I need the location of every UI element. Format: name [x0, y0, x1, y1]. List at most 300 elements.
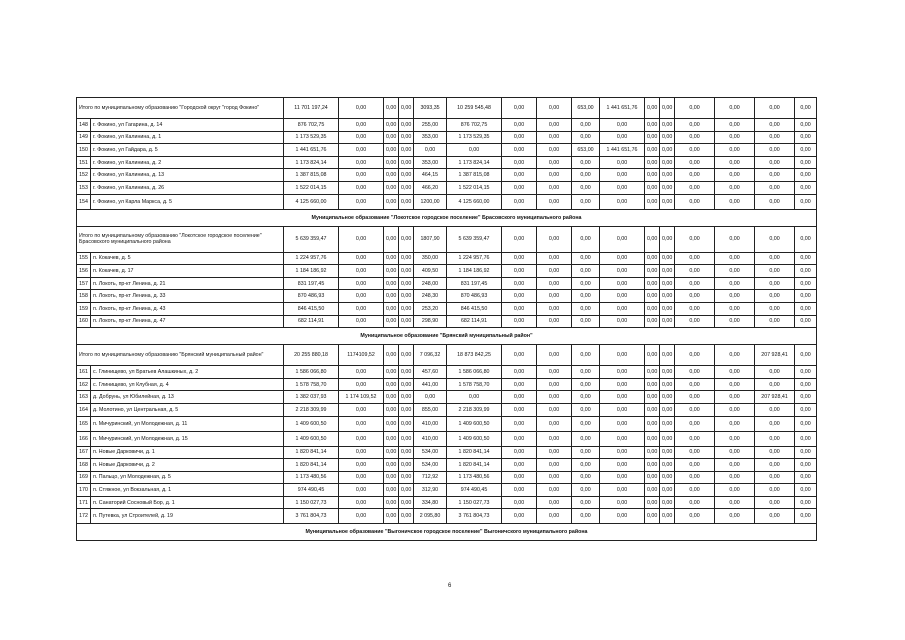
- value-cell: 0,00: [502, 194, 537, 209]
- value-cell: 0,00: [537, 144, 572, 157]
- value-cell: 0,00: [537, 378, 572, 391]
- total-row: [77, 98, 817, 119]
- value-cell: 0,00: [795, 290, 817, 303]
- value-cell: 0,00: [675, 265, 715, 278]
- value-cell: 0,00: [795, 403, 817, 416]
- value-cell: 0,00: [715, 181, 755, 194]
- table-row: [77, 194, 817, 209]
- value-cell: 0,00: [660, 252, 675, 265]
- value-cell: 0,00: [537, 277, 572, 290]
- value-cell: 0,00: [339, 169, 384, 182]
- value-cell: 0,00: [675, 181, 715, 194]
- value-cell: 0,00: [660, 265, 675, 278]
- table-row: [77, 496, 817, 509]
- value-cell: 0,00: [502, 119, 537, 132]
- address-cell: п. Кокачев, д. 17: [91, 265, 284, 278]
- value-cell: 0,00: [600, 290, 645, 303]
- address-cell: г. Фокино, ул Гайдара, д. 5: [91, 144, 284, 157]
- value-cell: 0,00: [502, 302, 537, 315]
- value-cell: 248,30: [414, 290, 447, 303]
- value-cell: 0,00: [572, 446, 600, 459]
- section-header-row: [77, 209, 817, 226]
- value-cell: 0,00: [537, 471, 572, 484]
- value-cell: 1 409 600,50: [447, 416, 502, 431]
- value-cell: 0,00: [600, 391, 645, 404]
- value-cell: 0,00: [600, 471, 645, 484]
- value-cell: 0,00: [384, 403, 399, 416]
- value-cell: 0,00: [537, 98, 572, 119]
- value-cell: 0,00: [795, 509, 817, 524]
- value-cell: 0,00: [755, 194, 795, 209]
- value-cell: 0,00: [339, 484, 384, 497]
- value-cell: 0,00: [795, 131, 817, 144]
- value-cell: 0,00: [715, 471, 755, 484]
- value-cell: 0,00: [384, 290, 399, 303]
- value-cell: 0,00: [384, 446, 399, 459]
- value-cell: 0,00: [715, 290, 755, 303]
- value-cell: 0,00: [399, 459, 414, 472]
- value-cell: 0,00: [645, 156, 660, 169]
- total-label: Итого по муниципальному образованию "Брянский муниципальный район": [77, 345, 284, 366]
- value-cell: 0,00: [502, 496, 537, 509]
- value-cell: 0,00: [660, 446, 675, 459]
- table-row: [77, 378, 817, 391]
- address-cell: д. Молотино, ул Центральная, д. 5: [91, 403, 284, 416]
- value-cell: 0,00: [755, 366, 795, 379]
- value-cell: 0,00: [384, 345, 399, 366]
- value-cell: 0,00: [399, 416, 414, 431]
- value-cell: 0,00: [795, 226, 817, 252]
- value-cell: 0,00: [384, 119, 399, 132]
- value-cell: 0,00: [502, 459, 537, 472]
- value-cell: 0,00: [572, 391, 600, 404]
- value-cell: 1 184 186,92: [284, 265, 339, 278]
- value-cell: 0,00: [715, 169, 755, 182]
- value-cell: 0,00: [384, 496, 399, 509]
- value-cell: 0,00: [384, 471, 399, 484]
- value-cell: 0,00: [755, 403, 795, 416]
- table-row: [77, 446, 817, 459]
- table-row: [77, 315, 817, 328]
- value-cell: 0,00: [675, 431, 715, 446]
- value-cell: 0,00: [537, 345, 572, 366]
- value-cell: 0,00: [715, 416, 755, 431]
- value-cell: 0,00: [339, 302, 384, 315]
- table-row: [77, 290, 817, 303]
- value-cell: 0,00: [645, 119, 660, 132]
- address-cell: п. Мичуринский, ул Молодежная, д. 11: [91, 416, 284, 431]
- value-cell: 0,00: [384, 459, 399, 472]
- value-cell: 0,00: [660, 403, 675, 416]
- value-cell: 0,00: [660, 131, 675, 144]
- value-cell: 0,00: [600, 119, 645, 132]
- value-cell: 0,00: [675, 403, 715, 416]
- table-row: [77, 181, 817, 194]
- value-cell: 0,00: [715, 226, 755, 252]
- row-number: 168: [77, 459, 91, 472]
- value-cell: 0,00: [600, 509, 645, 524]
- value-cell: 0,00: [715, 144, 755, 157]
- value-cell: 855,00: [414, 403, 447, 416]
- value-cell: 0,00: [645, 252, 660, 265]
- value-cell: 353,00: [414, 131, 447, 144]
- value-cell: 207 928,41: [755, 345, 795, 366]
- value-cell: 0,00: [645, 144, 660, 157]
- value-cell: 0,00: [715, 277, 755, 290]
- value-cell: 0,00: [675, 144, 715, 157]
- value-cell: 1 173 824,14: [447, 156, 502, 169]
- section-title: Муниципальное образование "Локотское городское поселение" Брасовского муниципального района: [77, 209, 817, 226]
- value-cell: 0,00: [572, 416, 600, 431]
- value-cell: 409,50: [414, 265, 447, 278]
- value-cell: 831 197,45: [447, 277, 502, 290]
- value-cell: 3 761 804,73: [284, 509, 339, 524]
- value-cell: 0,00: [339, 366, 384, 379]
- address-cell: п. Стяжное, ул Вокзальная, д. 1: [91, 484, 284, 497]
- row-number: 163: [77, 391, 91, 404]
- address-cell: п. Локоть, пр-кт Ленина, д. 33: [91, 290, 284, 303]
- table-row: [77, 403, 817, 416]
- value-cell: 0,00: [502, 403, 537, 416]
- value-cell: 0,00: [755, 277, 795, 290]
- address-cell: с. Глинищево, ул Клубная, д. 4: [91, 378, 284, 391]
- value-cell: 0,00: [755, 459, 795, 472]
- value-cell: 0,00: [675, 391, 715, 404]
- value-cell: 0,00: [795, 366, 817, 379]
- value-cell: 0,00: [384, 431, 399, 446]
- value-cell: 0,00: [339, 265, 384, 278]
- row-number: 166: [77, 431, 91, 446]
- value-cell: 0,00: [537, 194, 572, 209]
- section-title: Муниципальное образование "Выгоничское городское поселение" Выгоничского муниципального района: [77, 524, 817, 541]
- value-cell: 2 095,80: [414, 509, 447, 524]
- value-cell: 0,00: [502, 471, 537, 484]
- value-cell: 466,20: [414, 181, 447, 194]
- value-cell: 0,00: [645, 302, 660, 315]
- value-cell: 0,00: [339, 431, 384, 446]
- value-cell: 0,00: [795, 265, 817, 278]
- value-cell: 0,00: [502, 277, 537, 290]
- value-cell: 0,00: [339, 416, 384, 431]
- value-cell: 0,00: [600, 181, 645, 194]
- value-cell: 0,00: [675, 345, 715, 366]
- value-cell: 0,00: [755, 302, 795, 315]
- value-cell: 0,00: [600, 131, 645, 144]
- value-cell: 0,00: [399, 265, 414, 278]
- value-cell: 0,00: [384, 378, 399, 391]
- value-cell: 0,00: [715, 252, 755, 265]
- value-cell: 0,00: [715, 378, 755, 391]
- value-cell: 0,00: [384, 156, 399, 169]
- value-cell: 0,00: [399, 345, 414, 366]
- value-cell: 0,00: [795, 446, 817, 459]
- value-cell: 0,00: [572, 156, 600, 169]
- value-cell: 0,00: [399, 194, 414, 209]
- value-cell: 712,92: [414, 471, 447, 484]
- value-cell: 0,00: [600, 169, 645, 182]
- value-cell: 0,00: [600, 378, 645, 391]
- address-cell: п. Пальцо, ул Молодежная, д. 5: [91, 471, 284, 484]
- value-cell: 350,00: [414, 252, 447, 265]
- value-cell: 0,00: [414, 144, 447, 157]
- value-cell: 1 174 109,52: [339, 391, 384, 404]
- value-cell: 0,00: [502, 509, 537, 524]
- value-cell: 0,00: [339, 290, 384, 303]
- value-cell: 0,00: [645, 131, 660, 144]
- value-cell: 0,00: [645, 366, 660, 379]
- value-cell: 0,00: [795, 277, 817, 290]
- value-cell: 0,00: [502, 265, 537, 278]
- value-cell: 0,00: [645, 194, 660, 209]
- value-cell: 0,00: [645, 509, 660, 524]
- value-cell: 0,00: [675, 252, 715, 265]
- value-cell: 0,00: [795, 471, 817, 484]
- value-cell: 0,00: [572, 277, 600, 290]
- row-number: 155: [77, 252, 91, 265]
- value-cell: 0,00: [715, 98, 755, 119]
- value-cell: 0,00: [384, 252, 399, 265]
- value-cell: 1 150 027,73: [284, 496, 339, 509]
- value-cell: 0,00: [755, 252, 795, 265]
- table-row: [77, 119, 817, 132]
- value-cell: 0,00: [715, 265, 755, 278]
- value-cell: 846 415,50: [447, 302, 502, 315]
- value-cell: 0,00: [675, 169, 715, 182]
- value-cell: 682 114,91: [447, 315, 502, 328]
- value-cell: 0,00: [600, 265, 645, 278]
- value-cell: 653,00: [572, 98, 600, 119]
- value-cell: 0,00: [645, 277, 660, 290]
- value-cell: 0,00: [399, 315, 414, 328]
- value-cell: 0,00: [600, 496, 645, 509]
- row-number: 160: [77, 315, 91, 328]
- value-cell: 334,80: [414, 496, 447, 509]
- value-cell: 0,00: [660, 431, 675, 446]
- table-row: [77, 277, 817, 290]
- value-cell: 5 639 359,47: [284, 226, 339, 252]
- value-cell: 0,00: [537, 366, 572, 379]
- value-cell: 457,60: [414, 366, 447, 379]
- row-number: 157: [77, 277, 91, 290]
- value-cell: 0,00: [675, 302, 715, 315]
- value-cell: 0,00: [755, 484, 795, 497]
- value-cell: 0,00: [660, 496, 675, 509]
- value-cell: 0,00: [795, 169, 817, 182]
- value-cell: 0,00: [675, 471, 715, 484]
- value-cell: 1 224 957,76: [284, 252, 339, 265]
- value-cell: 0,00: [399, 169, 414, 182]
- value-cell: 0,00: [502, 484, 537, 497]
- value-cell: 974 490,45: [447, 484, 502, 497]
- value-cell: 0,00: [645, 169, 660, 182]
- value-cell: 0,00: [675, 131, 715, 144]
- value-cell: 0,00: [399, 302, 414, 315]
- value-cell: 441,00: [414, 378, 447, 391]
- value-cell: 0,00: [502, 416, 537, 431]
- value-cell: 0,00: [502, 315, 537, 328]
- value-cell: 7 096,32: [414, 345, 447, 366]
- value-cell: 0,00: [572, 484, 600, 497]
- value-cell: 0,00: [384, 416, 399, 431]
- value-cell: 0,00: [502, 446, 537, 459]
- total-row: [77, 345, 817, 366]
- value-cell: 0,00: [572, 509, 600, 524]
- table-row: [77, 471, 817, 484]
- row-number: 154: [77, 194, 91, 209]
- value-cell: 0,00: [384, 181, 399, 194]
- row-number: 151: [77, 156, 91, 169]
- value-cell: 0,00: [755, 98, 795, 119]
- value-cell: 0,00: [384, 144, 399, 157]
- value-cell: 0,00: [537, 131, 572, 144]
- value-cell: 0,00: [502, 181, 537, 194]
- value-cell: 1 173 480,56: [284, 471, 339, 484]
- value-cell: 0,00: [755, 226, 795, 252]
- value-cell: 0,00: [660, 119, 675, 132]
- value-cell: 0,00: [660, 471, 675, 484]
- value-cell: 1200,00: [414, 194, 447, 209]
- value-cell: 5 639 359,47: [447, 226, 502, 252]
- value-cell: 0,00: [537, 496, 572, 509]
- value-cell: 0,00: [537, 509, 572, 524]
- value-cell: 3 761 804,73: [447, 509, 502, 524]
- value-cell: 0,00: [502, 378, 537, 391]
- value-cell: 0,00: [384, 169, 399, 182]
- value-cell: 0,00: [572, 252, 600, 265]
- value-cell: 0,00: [384, 509, 399, 524]
- value-cell: 0,00: [675, 496, 715, 509]
- value-cell: 0,00: [755, 131, 795, 144]
- value-cell: 1 150 027,73: [447, 496, 502, 509]
- value-cell: 0,00: [660, 156, 675, 169]
- value-cell: 0,00: [502, 431, 537, 446]
- value-cell: 0,00: [502, 391, 537, 404]
- value-cell: 0,00: [645, 98, 660, 119]
- value-cell: 0,00: [755, 378, 795, 391]
- value-cell: 0,00: [572, 471, 600, 484]
- value-cell: 0,00: [339, 144, 384, 157]
- total-label: Итого по муниципальному образованию "Городской округ "город Фокино": [77, 98, 284, 119]
- value-cell: 0,00: [660, 181, 675, 194]
- value-cell: 0,00: [755, 471, 795, 484]
- row-number: 162: [77, 378, 91, 391]
- value-cell: 0,00: [600, 403, 645, 416]
- value-cell: 534,00: [414, 459, 447, 472]
- value-cell: 0,00: [795, 431, 817, 446]
- value-cell: 1 586 066,80: [284, 366, 339, 379]
- value-cell: 0,00: [339, 181, 384, 194]
- value-cell: 0,00: [399, 131, 414, 144]
- row-number: 171: [77, 496, 91, 509]
- value-cell: 410,00: [414, 416, 447, 431]
- value-cell: 207 928,41: [755, 391, 795, 404]
- value-cell: 0,00: [339, 496, 384, 509]
- value-cell: 1 578 758,70: [447, 378, 502, 391]
- value-cell: 0,00: [600, 416, 645, 431]
- value-cell: 0,00: [572, 315, 600, 328]
- value-cell: 0,00: [572, 131, 600, 144]
- value-cell: 410,00: [414, 431, 447, 446]
- value-cell: 0,00: [572, 194, 600, 209]
- value-cell: 0,00: [645, 345, 660, 366]
- value-cell: 0,00: [645, 403, 660, 416]
- value-cell: 0,00: [572, 459, 600, 472]
- value-cell: 0,00: [645, 226, 660, 252]
- value-cell: 0,00: [715, 509, 755, 524]
- table-row: [77, 131, 817, 144]
- value-cell: 0,00: [384, 98, 399, 119]
- value-cell: 0,00: [399, 446, 414, 459]
- value-cell: 1 387 815,08: [284, 169, 339, 182]
- value-cell: 0,00: [675, 98, 715, 119]
- value-cell: 831 197,45: [284, 277, 339, 290]
- value-cell: 0,00: [715, 315, 755, 328]
- value-cell: 0,00: [660, 98, 675, 119]
- value-cell: 0,00: [572, 431, 600, 446]
- value-cell: 0,00: [537, 156, 572, 169]
- value-cell: 0,00: [660, 484, 675, 497]
- value-cell: 0,00: [645, 484, 660, 497]
- row-number: 167: [77, 446, 91, 459]
- value-cell: 0,00: [399, 484, 414, 497]
- value-cell: 0,00: [660, 169, 675, 182]
- table-row: [77, 391, 817, 404]
- table-row: [77, 252, 817, 265]
- value-cell: 0,00: [675, 315, 715, 328]
- value-cell: 0,00: [675, 366, 715, 379]
- row-number: 158: [77, 290, 91, 303]
- value-cell: 0,00: [502, 131, 537, 144]
- value-cell: 253,20: [414, 302, 447, 315]
- value-cell: 0,00: [660, 277, 675, 290]
- value-cell: 0,00: [339, 131, 384, 144]
- value-cell: 0,00: [795, 302, 817, 315]
- value-cell: 0,00: [755, 315, 795, 328]
- value-cell: 0,00: [675, 226, 715, 252]
- value-cell: 0,00: [537, 446, 572, 459]
- value-cell: 0,00: [675, 194, 715, 209]
- value-cell: 1 441 651,76: [600, 144, 645, 157]
- address-cell: д. Добрунь, ул Юбилейная, д. 13: [91, 391, 284, 404]
- value-cell: 0,00: [399, 391, 414, 404]
- value-cell: 0,00: [502, 226, 537, 252]
- value-cell: 0,00: [660, 302, 675, 315]
- value-cell: 1 409 600,50: [447, 431, 502, 446]
- address-cell: г. Фокино, ул Карла Маркса, д. 5: [91, 194, 284, 209]
- value-cell: 0,00: [447, 391, 502, 404]
- value-cell: 2 218 309,99: [284, 403, 339, 416]
- table-row: [77, 431, 817, 446]
- value-cell: 682 114,91: [284, 315, 339, 328]
- row-number: 148: [77, 119, 91, 132]
- value-cell: 0,00: [715, 345, 755, 366]
- row-number: 153: [77, 181, 91, 194]
- value-cell: 248,00: [414, 277, 447, 290]
- value-cell: 20 255 880,18: [284, 345, 339, 366]
- value-cell: 0,00: [399, 366, 414, 379]
- table-row: [77, 156, 817, 169]
- row-number: 169: [77, 471, 91, 484]
- value-cell: 0,00: [399, 119, 414, 132]
- value-cell: 0,00: [715, 119, 755, 132]
- value-cell: 0,00: [537, 484, 572, 497]
- value-cell: 1 173 824,14: [284, 156, 339, 169]
- value-cell: 0,00: [537, 315, 572, 328]
- value-cell: 0,00: [384, 226, 399, 252]
- value-cell: 0,00: [399, 471, 414, 484]
- value-cell: 0,00: [339, 509, 384, 524]
- value-cell: 0,00: [715, 194, 755, 209]
